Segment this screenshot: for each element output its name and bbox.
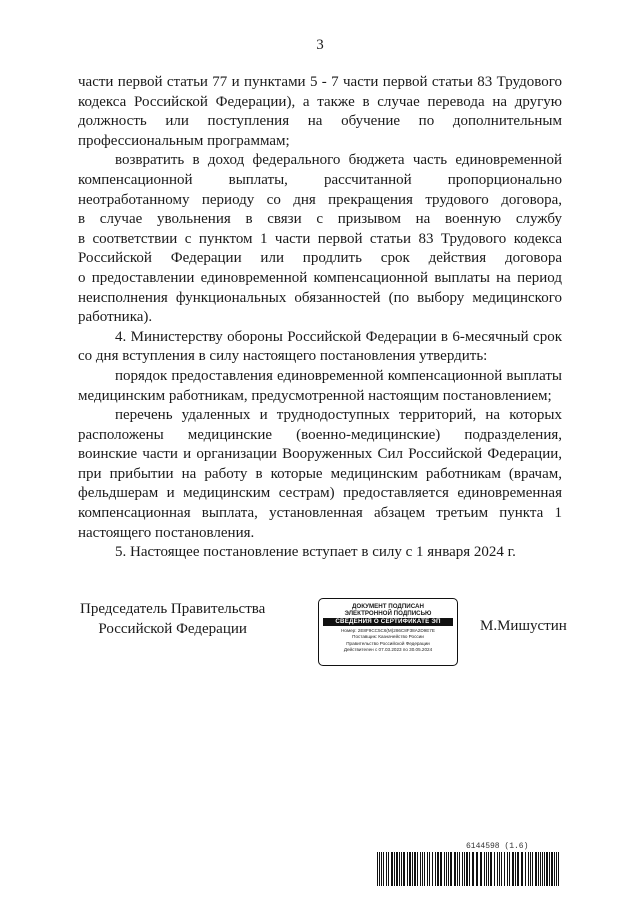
barcode-bar <box>422 852 423 886</box>
barcode-bar <box>381 852 382 886</box>
text-line: должность или поступления на обучение по дополнительным <box>78 113 562 130</box>
text-line: фельдшерам и медицинским сестрам) предоставляется единовременная <box>78 485 562 502</box>
barcode-bar <box>394 852 395 886</box>
text-line: 5. Настоящее постановление вступает в силу с 1 января 2024 г. <box>115 544 516 561</box>
barcode-bar <box>497 852 498 886</box>
text-line: профессиональным программам; <box>78 132 290 149</box>
barcode-bar <box>515 852 516 886</box>
barcode-bar <box>484 852 485 886</box>
electronic-signature-stamp <box>318 598 458 666</box>
text-line: неисполнения функциональных обязанностей (по выбору медицинского <box>78 289 562 306</box>
stamp-issuer: Поставщик: Казначейство России <box>352 634 424 640</box>
barcode-bar <box>490 852 492 886</box>
text-line: неотработанному периоду со дня прекращения трудового договора, <box>78 191 562 208</box>
barcode-bar <box>459 852 460 886</box>
signatory-position-line-1: Председатель Правительства <box>80 601 266 617</box>
text-line: кодекса Российской Федерации), а также в случае перевода на другую <box>78 93 562 110</box>
text-line: в случае увольнения в связи с призывом на военную службу <box>78 211 562 228</box>
barcode-bar <box>501 852 502 886</box>
barcode-bar <box>464 852 465 886</box>
barcode-bar <box>486 852 487 886</box>
barcode-bar <box>435 852 436 886</box>
barcode-bar <box>399 852 400 886</box>
barcode-bar <box>429 852 430 886</box>
text-line: расположены медицинские (военно-медицинские) подразделения, <box>78 426 562 443</box>
barcode-bar <box>504 852 505 886</box>
barcode-bar <box>440 852 442 886</box>
text-line: медицинским работникам, предусмотренной настоящим постановлением; <box>78 387 552 404</box>
text-line: о предоставлении единовременной компенсационной выплаты на период <box>78 269 562 286</box>
barcode-bar <box>476 852 478 886</box>
text-line: компенсационная выплата, установленная абзацем третьим пункта 1 <box>78 505 562 522</box>
barcode-bar <box>391 852 393 886</box>
stamp-title-line-1: ДОКУМЕНТ ПОДПИСАН <box>352 603 424 610</box>
signatory-position-line-2: Российской Федерации <box>98 621 247 637</box>
barcode-bar <box>462 852 463 886</box>
barcode-bar <box>525 852 526 886</box>
text-line: со дня вступления в силу настоящего постановления утвердить: <box>78 348 488 365</box>
text-line: 4. Министерству обороны Российской Федерации в 6-месячный срок <box>115 328 562 345</box>
text-line: перечень удаленных и труднодоступных территорий, на которых <box>115 407 562 424</box>
barcode-bar <box>409 852 411 886</box>
barcode-bar <box>466 852 468 886</box>
barcode-bar <box>554 852 555 886</box>
document-body <box>78 73 562 563</box>
barcode-bar <box>494 852 495 886</box>
barcode-bar <box>499 852 500 886</box>
text-line: возвратить в доход федерального бюджета часть единовременной <box>115 152 562 169</box>
stamp-owner: Правительство Российской Федерации <box>346 640 430 646</box>
barcode-bar <box>424 852 425 886</box>
barcode-bar <box>432 852 433 886</box>
barcode-bar <box>412 852 413 886</box>
barcode-bar <box>379 852 380 886</box>
barcode-bar <box>420 852 421 886</box>
barcode-bar <box>535 852 537 886</box>
text-line: Российской Федерации или продлить срок действия договора <box>78 250 562 267</box>
barcode-bar <box>544 852 545 886</box>
barcode-bar <box>450 852 452 886</box>
barcode-bar <box>551 852 553 886</box>
signatory-position <box>80 599 265 639</box>
text-line: при прибытии на работу в которые медицинским работникам (врачам, <box>78 465 562 482</box>
stamp-certificate-number: Номер: 2E8F9CC5C6(M)286C8F38A2D9E7E <box>341 628 435 633</box>
text-line: воинские части и организации Вооруженных Сил Российской Федерации, <box>78 446 562 463</box>
barcode-bar <box>401 852 402 886</box>
barcode-bar <box>444 852 445 886</box>
stamp-title-line-2: ЭЛЕКТРОННОЙ ПОДПИСЬЮ <box>344 610 432 617</box>
signatory-name: М.Мишустин <box>480 618 567 634</box>
barcode-image <box>377 852 561 886</box>
barcode-bar <box>427 852 428 886</box>
barcode-bar <box>530 852 531 886</box>
barcode-bar <box>532 852 533 886</box>
barcode-bar <box>528 852 529 886</box>
barcode-bar <box>403 852 405 886</box>
barcode-bar <box>507 852 508 886</box>
text-line: работника). <box>78 309 153 326</box>
barcode-bar <box>388 852 389 886</box>
barcode-bar <box>517 852 519 886</box>
text-line: настоящего постановления. <box>78 524 255 541</box>
barcode-bar <box>480 852 482 886</box>
barcode-bar <box>542 852 543 886</box>
barcode-bar <box>509 852 510 886</box>
barcode-bar <box>472 852 474 886</box>
barcode-bar <box>457 852 458 886</box>
barcode-bar <box>521 852 523 886</box>
barcode-bar <box>407 852 408 886</box>
barcode-bar <box>454 852 456 886</box>
barcode-number: 6144598 (1.6) <box>466 842 529 851</box>
barcode-bar <box>414 852 416 886</box>
stamp-validity: Действителен с 07.03.2023 по 30.05.2024 <box>343 647 433 653</box>
text-line: порядок предоставления единовременной компенсационной выплаты <box>115 367 562 384</box>
text-line: компенсационной выплаты, рассчитанной пропорционально <box>78 171 562 188</box>
barcode-bar <box>396 852 398 886</box>
page-number: 3 <box>316 37 324 53</box>
stamp-certificate-bar: СВЕДЕНИЯ О СЕРТИФИКАТЕ ЭП <box>323 618 453 626</box>
barcode-bar <box>377 852 378 886</box>
barcode-bar <box>448 852 449 886</box>
barcode-bar <box>546 852 548 886</box>
barcode-bar <box>437 852 439 886</box>
barcode-bar <box>488 852 489 886</box>
text-line: в соответствии с пунктом 1 части первой статьи 83 Трудового кодекса <box>78 230 562 247</box>
barcode-bar <box>538 852 539 886</box>
barcode-bar <box>446 852 447 886</box>
barcode-bar <box>417 852 418 886</box>
barcode-bar <box>556 852 557 886</box>
barcode-bar <box>558 852 559 886</box>
barcode-bar <box>469 852 470 886</box>
text-line: части первой статьи 77 и пунктами 5 - 7 части первой статьи 83 Трудового <box>78 74 562 90</box>
barcode-bar <box>549 852 550 886</box>
barcode-bar <box>383 852 384 886</box>
barcode-bar <box>512 852 514 886</box>
barcode-bar <box>386 852 387 886</box>
barcode-bar <box>540 852 541 886</box>
